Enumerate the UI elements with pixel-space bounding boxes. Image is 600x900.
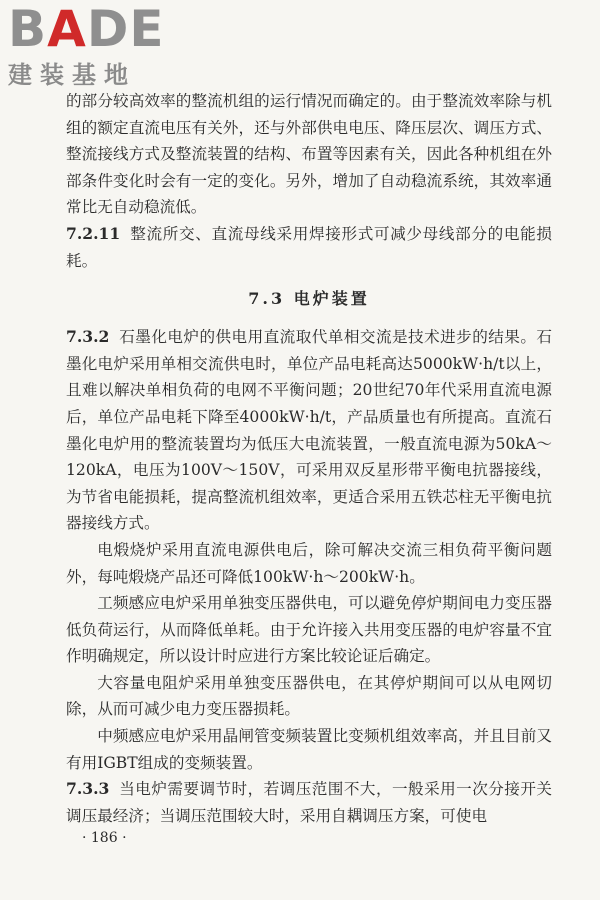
logo-wordmark-suffix: DE xyxy=(86,0,165,58)
brand-logo xyxy=(8,2,178,92)
paragraph-power-frequency-furnace: 工频感应电炉采用单独变压器供电，可以避免停炉期间电力变压器低负荷运行，从而降低单耗。由于允许接入共用变压器的电炉容量不宜作明确规定，所以设计时应进行方案比较论证后确定。 xyxy=(66,594,552,666)
clause-7-3-2 xyxy=(66,324,552,537)
paragraph-calcining-furnace: 电煅烧炉采用直流电源供电后，除可解决交流三相负荷平衡问题外，每吨煅烧产品还可降低100kW·h～200kW·h。 xyxy=(66,540,552,586)
clause-number: 7.3.3 xyxy=(66,779,110,799)
clause-text: 整流所交、直流母线采用焊接形式可减少母线部分的电能损耗。 xyxy=(66,224,552,270)
logo-wordmark xyxy=(8,2,178,56)
page-number: · 186 · xyxy=(82,830,127,846)
page-body xyxy=(66,88,552,829)
intro-paragraph: 的部分较高效率的整流机组的运行情况而确定的。由于整流效率除与机组的额定直流电压有关外，还与外部供电电压、降压层次、调压方式、整流接线方式及整流装置的结构、布置等因素有关，因此各种机组在外部条件变化时会有一定的变化。另外，增加了自动稳流系统，其效率通常比无自动稳流低。 xyxy=(66,92,552,217)
section-heading: 7.3 电炉装置 xyxy=(248,289,370,309)
logo-wordmark-prefix: B xyxy=(8,0,48,58)
logo-subtitle: 建装基地 xyxy=(8,61,136,89)
clause-number: 7.2.11 xyxy=(66,223,121,243)
clause-text: 当电炉需要调节时，若调压范围不大，一般采用一次分接开关调压最经济；当调压范围较大时，采用自耦调压方案，可使电 xyxy=(66,780,552,825)
paragraph-resistance-furnace: 大容量电阻炉采用单独变压器供电，在其停炉期间可以从电网切除，从而可减少电力变压器损耗。 xyxy=(66,673,552,719)
clause-7-3-3 xyxy=(66,776,552,829)
clause-text: 石墨化电炉的供电用直流取代单相交流是技术进步的结果。石墨化电炉采用单相交流供电时，单位产品电耗高达5000kW·h/t以上，且难以解决单相负荷的电网不平衡问题；20世纪70年代采用直流电源后，单位产品电耗下降至4000kW·h/t，产品质量也有所提高。直流石墨化电炉用的整流装置均为低压大电流装置，一般直流电源为50kA～120kA，电压为100V～150V，可采用双反星形带平衡电抗器接线，为节省电能损耗，提高整流机组效率，更适合采用五铁芯柱无平衡电抗器接线方式。 xyxy=(66,328,552,533)
paragraph-medium-frequency-furnace: 中频感应电炉采用晶闸管变频装置比变频机组效率高，并且目前又有用IGBT组成的变频装置。 xyxy=(66,727,552,772)
logo-wordmark-accent: A xyxy=(47,0,87,58)
clause-number: 7.3.2 xyxy=(66,327,110,347)
clause-7-2-11 xyxy=(66,221,552,274)
